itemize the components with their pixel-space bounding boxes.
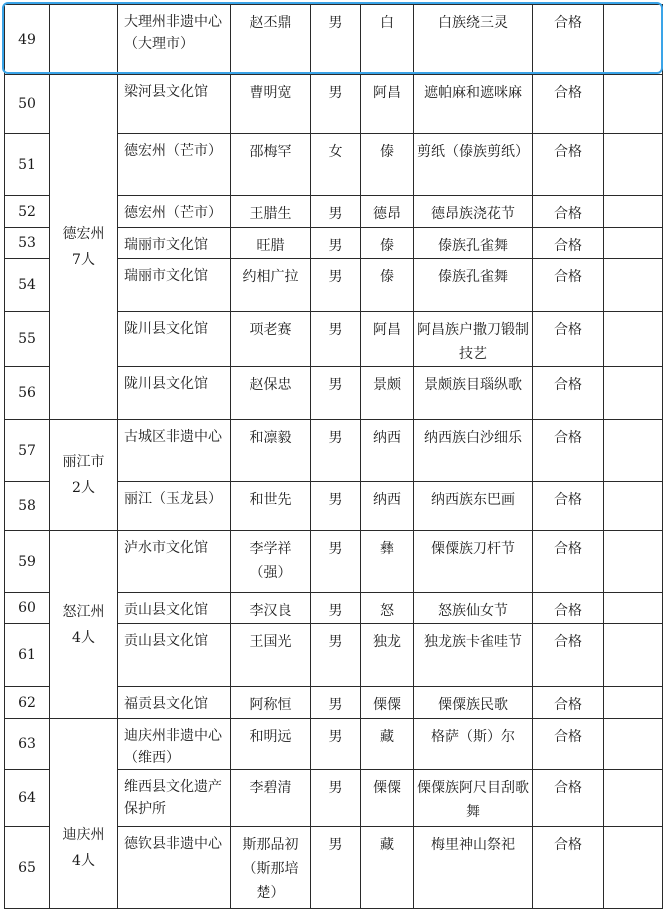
result-cell: 合格 [533,719,604,770]
unit-cell: 迪庆州非遗中心（维西） [118,719,231,770]
region-cell [50,5,118,75]
project-cell: 傈僳族民歌 [414,687,533,719]
name-cell: 王腊生 [231,196,311,228]
blank-cell [604,75,663,134]
result-cell: 合格 [533,420,604,482]
ethnicity-cell: 独龙 [361,624,414,687]
ethnicity-cell: 怒 [361,593,414,624]
result-cell: 合格 [533,367,604,420]
project-cell: 白族绕三灵 [414,5,533,75]
unit-cell: 维西县文化遗产保护所 [118,770,231,827]
ethnicity-cell: 阿昌 [361,75,414,134]
row-number: 62 [5,687,50,719]
unit-cell: 福贡县文化馆 [118,687,231,719]
sex-cell: 男 [311,719,361,770]
table-row [5,719,663,770]
blank-cell [604,259,663,312]
row-number: 53 [5,228,50,259]
unit-cell: 瑞丽市文化馆 [118,259,231,312]
sex-cell: 男 [311,367,361,420]
unit-cell: 瑞丽市文化馆 [118,228,231,259]
ethnicity-cell: 傣 [361,259,414,312]
region-name: 迪庆州 [62,827,105,843]
inheritor-table [4,4,663,909]
row-number: 52 [5,196,50,228]
project-cell: 梅里神山祭祀 [414,827,533,909]
unit-cell: 梁河县文化馆 [118,75,231,134]
row-number: 54 [5,259,50,312]
row-number: 65 [5,827,50,909]
region-name: 怒江州 [62,603,105,620]
sex-cell: 男 [311,827,361,909]
row-number: 63 [5,719,50,770]
project-cell: 怒族仙女节 [414,593,533,624]
sex-cell: 男 [311,687,361,719]
ethnicity-cell: 景颇 [361,367,414,420]
name-cell: 王国光 [231,624,311,687]
region-cell-dehong [50,75,118,420]
name-cell: 阿称恒 [231,687,311,719]
result-cell: 合格 [533,687,604,719]
ethnicity-cell: 阿昌 [361,312,414,367]
ethnicity-cell: 藏 [361,827,414,909]
result-cell: 合格 [533,770,604,827]
name-cell: 和明远 [231,719,311,770]
result-cell: 合格 [533,5,604,75]
name-cell: 约相广拉 [231,259,311,312]
sex-cell: 男 [311,770,361,827]
result-cell: 合格 [533,75,604,134]
project-cell: 纳西族东巴画 [414,482,533,531]
ethnicity-cell: 傈僳 [361,770,414,827]
blank-cell [604,312,663,367]
unit-cell: 德钦县非遗中心 [118,827,231,909]
project-cell: 傣族孔雀舞 [414,259,533,312]
ethnicity-cell: 德昂 [361,196,414,228]
table-row [5,75,663,134]
name-cell: 赵保忠 [231,367,311,420]
sex-cell: 男 [311,196,361,228]
unit-cell: 德宏州（芒市） [118,196,231,228]
region-count: 2人 [72,480,95,496]
sex-cell: 男 [311,420,361,482]
region-count: 7人 [72,252,95,268]
row-number: 59 [5,531,50,593]
name-cell: 李汉良 [231,593,311,624]
project-cell: 剪纸（傣族剪纸） [414,134,533,196]
row-number: 64 [5,770,50,827]
name-cell: 邵梅罕 [231,134,311,196]
unit-cell: 丽江（玉龙县） [118,482,231,531]
project-cell: 格萨（斯）尔 [414,719,533,770]
blank-cell [604,624,663,687]
region-name: 丽江市 [62,454,105,470]
ethnicity-cell: 纳西 [361,420,414,482]
table-row [5,5,663,75]
region-count: 4人 [72,629,95,646]
name-cell: 斯那品初（斯那培楚） [231,827,311,909]
region-count: 4人 [72,853,95,869]
blank-cell [604,228,663,259]
blank-cell [604,134,663,196]
table-row [5,531,663,593]
sex-cell: 男 [311,482,361,531]
blank-cell [604,593,663,624]
blank-cell [604,5,663,75]
sex-cell: 男 [311,531,361,593]
name-cell: 和世先 [231,482,311,531]
sex-cell: 男 [311,624,361,687]
project-cell: 纳西族白沙细乐 [414,420,533,482]
region-cell-lijiang [50,420,118,531]
row-number: 49 [5,5,50,75]
row-number: 57 [5,420,50,482]
row-number: 58 [5,482,50,531]
unit-cell: 陇川县文化馆 [118,367,231,420]
name-cell: 和凛毅 [231,420,311,482]
blank-cell [604,827,663,909]
unit-cell: 大理州非遗中心（大理市） [118,5,231,75]
sex-cell: 男 [311,75,361,134]
unit-cell: 泸水市文化馆 [118,531,231,593]
unit-cell: 古城区非遗中心 [118,420,231,482]
region-cell-nujiang [50,531,118,719]
project-cell: 傈僳族刀杆节 [414,531,533,593]
project-cell: 独龙族卡雀哇节 [414,624,533,687]
result-cell: 合格 [533,531,604,593]
project-cell: 遮帕麻和遮咪麻 [414,75,533,134]
name-cell: 李学祥（强） [231,531,311,593]
project-cell: 傣族孔雀舞 [414,228,533,259]
project-cell: 景颇族目瑙纵歌 [414,367,533,420]
region-cell-diqing [50,719,118,909]
ethnicity-cell: 纳西 [361,482,414,531]
unit-cell: 贡山县文化馆 [118,624,231,687]
result-cell: 合格 [533,312,604,367]
blank-cell [604,196,663,228]
sex-cell: 男 [311,5,361,75]
blank-cell [604,687,663,719]
result-cell: 合格 [533,593,604,624]
sex-cell: 男 [311,593,361,624]
result-cell: 合格 [533,259,604,312]
row-number: 50 [5,75,50,134]
ethnicity-cell: 白 [361,5,414,75]
result-cell: 合格 [533,228,604,259]
result-cell: 合格 [533,624,604,687]
project-cell: 德昂族浇花节 [414,196,533,228]
row-number: 60 [5,593,50,624]
blank-cell [604,367,663,420]
project-cell: 傈僳族阿尺目刮歌舞 [414,770,533,827]
row-number: 55 [5,312,50,367]
sex-cell: 男 [311,228,361,259]
sex-cell: 男 [311,312,361,367]
result-cell: 合格 [533,196,604,228]
result-cell: 合格 [533,482,604,531]
name-cell: 曹明宽 [231,75,311,134]
name-cell: 旺腊 [231,228,311,259]
name-cell: 项老赛 [231,312,311,367]
row-number: 56 [5,367,50,420]
blank-cell [604,770,663,827]
ethnicity-cell: 傣 [361,134,414,196]
result-cell: 合格 [533,827,604,909]
region-name: 德宏州 [62,226,105,242]
unit-cell: 德宏州（芒市） [118,134,231,196]
unit-cell: 陇川县文化馆 [118,312,231,367]
project-cell: 阿昌族户撒刀锻制技艺 [414,312,533,367]
unit-cell: 贡山县文化馆 [118,593,231,624]
name-cell: 赵丕鼎 [231,5,311,75]
row-number: 51 [5,134,50,196]
ethnicity-cell: 傣 [361,228,414,259]
blank-cell [604,482,663,531]
row-number: 61 [5,624,50,687]
blank-cell [604,420,663,482]
ethnicity-cell: 傈僳 [361,687,414,719]
sex-cell: 男 [311,259,361,312]
table-row [5,420,663,482]
blank-cell [604,531,663,593]
ethnicity-cell: 藏 [361,719,414,770]
name-cell: 李碧清 [231,770,311,827]
blank-cell [604,719,663,770]
sex-cell: 女 [311,134,361,196]
result-cell: 合格 [533,134,604,196]
ethnicity-cell: 彝 [361,531,414,593]
